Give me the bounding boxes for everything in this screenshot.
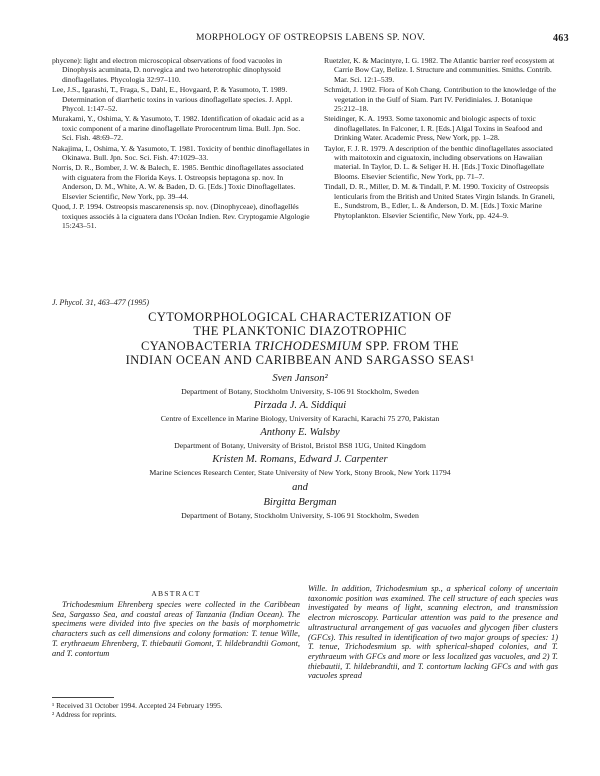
footnote-divider xyxy=(52,697,114,698)
genus-name: TRICHODESMIUM xyxy=(254,338,362,353)
author-name: Kristen M. Romans, Edward J. Carpenter xyxy=(212,454,388,465)
reference-entry: Murakami, Y., Oshima, Y. & Yasumoto, T. 1982. Identification of okadaic acid as a toxic component of a marine dinoflagellate Prorocentrum lima. Bull. Jpn. Soc. Sci. Fish. 48:69–72. xyxy=(52,114,304,143)
author-block xyxy=(40,372,560,523)
title-line: INDIAN OCEAN AND CARIBBEAN AND SARGASSO SEAS¹ xyxy=(125,353,475,368)
author-affiliation: Department of Botany, Stockholm University, S-106 91 Stockholm, Sweden xyxy=(181,511,419,520)
page-number: 463 xyxy=(553,33,569,44)
title-line: THE PLANKTONIC DIAZOTROPHIC xyxy=(193,324,407,339)
reference-entry: Ruetzler, K. & Macintyre, I. G. 1982. The Atlantic barrier reef ecosystem at Carrie Bow Cay, Belize. I. Structure and communities. Smiths. Contrib. Mar. Sci. 12:1–539. xyxy=(324,56,555,84)
reference-entry: Quod, J. P. 1994. Ostreopsis mascarenensis sp. nov. (Dinophyceae), dinoflagellés toxiques associés à la ciguatera dans l'Océan Indien. Rev. Cryptogamie Algologie 15:243–51. xyxy=(52,202,310,230)
author-name: Birgitta Bergman xyxy=(263,497,337,508)
running-head-title: MORPHOLOGY OF OSTREOPSIS LABENS SP. NOV. xyxy=(196,33,426,43)
title-line: CYANOBACTERIA TRICHODESMIUM SPP. FROM THE xyxy=(141,338,459,353)
journal-citation: J. Phycol. 31, 463–477 (1995) xyxy=(52,298,150,307)
footnote: ² Address for reprints. xyxy=(52,710,117,719)
running-head xyxy=(0,33,600,45)
author-affiliation: Department of Botany, Stockholm University, S-106 91 Stockholm, Sweden xyxy=(181,387,419,396)
references-left-column xyxy=(52,56,312,231)
author-conjunction: and xyxy=(292,482,308,493)
author-name: Pirzada J. A. Siddiqui xyxy=(253,400,347,411)
reference-entry: Lee, J.S., Igarashi, T., Fraga, S., Dahl, E., Hovgaard, P. & Yasumoto, T. 1989. Determination of diarrhetic toxins in various dinoflagellate species. J. Appl. Phycol. 1:147–52. xyxy=(52,85,293,114)
reference-entry: Schmidt, J. 1902. Flora of Koh Chang. Contribution to the knowledge of the vegetation in the Gulf of Siam. Part IV. Peridiniales. J. Botanique 25:212–18. xyxy=(324,85,557,114)
author-name: Anthony E. Walsby xyxy=(260,427,340,438)
reference-entry: Tindall, D. R., Miller, D. M. & Tindall, P. M. 1990. Toxicity of Ostreopsis lenticularis from the British and United States Virgin Islands. In Graneli, E., Sundstrom, B., Edler, L. & Anderson, D. M. [Eds.] Toxic Marine Phytoplankton. Elsevier Scientific, New York, pp. 424–9. xyxy=(324,182,555,220)
reference-entry: Steidinger, K. A. 1993. Some taxonomic and biologic aspects of toxic dinoflagellates. In Falconer, I. R. [Eds.] Algal Toxins in Seafood and Drinking Water. Academic Press, New York, pp. 1–28. xyxy=(324,114,543,143)
title-line: CYTOMORPHOLOGICAL CHARACTERIZATION OF xyxy=(148,310,452,324)
abstract-heading: ABSTRACT xyxy=(151,589,201,598)
author-affiliation: Centre of Excellence in Marine Biology, University of Karachi, Karachi 75 270, Pakistan xyxy=(160,414,440,423)
abstract-text-right: Wille. In addition, Trichodesmium sp., a spherical colony of uncertain taxonomic position was examined. The cell structure of each species was investigated by means of light, scanning electron, and transmission electron microscopy. Particular attention was paid to the presence and ultrastructural arrangement of gas vacuoles and glycogen fiber clusters (GFCs). This resulted in identification of two major groups of species: 1) T. tenue, Trichodesmium sp. with spherical-shaped colonies, and T. erythraeum with GFCs and more or less localized gas vacuoles, and 2) T. thiebautii, T. hildebrandtii, and T. contortum lacking GFCs and with gas vacuoles spread xyxy=(308,584,558,681)
author-name: Sven Janson² xyxy=(272,373,328,384)
author-affiliation: Marine Sciences Research Center, State University of New York, Stony Brook, New York 11794 xyxy=(149,468,451,477)
reference-entry: Norris, D. R., Bomber, J. W. & Balech, E. 1985. Benthic dinoflagellates associated with ciguatera from the Florida Keys. I. Ostreopsis heptagona sp. nov. In Anderson, D. M., White, A. W. & Baden, D. G. [Eds.] Toxic Dinoflagellates. Elsevier Scientific, New York, pp. 39–44. xyxy=(52,163,304,201)
author-affiliation: Department of Botany, University of Bristol, Bristol BS8 1UG, United Kingdom xyxy=(174,441,426,450)
footnotes xyxy=(52,701,302,719)
article-title xyxy=(40,310,560,368)
reference-entry: phycene): light and electron microscopical observations of food vacuoles in Dinophysis acuminata, D. norvegica and two heterotrophic dinophysoid dinoflagellates. Phycologia 32:97–110. xyxy=(52,56,283,84)
reference-entry: Taylor, F. J. R. 1979. A description of the benthic dinoflagellates associated with maitotoxin and ciguatoxin, including observations on Hawaiian material. In Taylor, D. L. & Seliger H. H. [Eds.] Toxic Dinoflagellate Blooms. Elsevier Scientific, New York, pp. 71–7. xyxy=(324,143,553,181)
footnote: ¹ Received 31 October 1994. Accepted 24 February 1995. xyxy=(52,701,223,710)
reference-entry: Nakajima, I., Oshima, Y. & Yasumoto, T. 1981. Toxicity of benthic dinoflagellates in Okinawa. Bull. Jpn. Soc. Sci. Fish. 47:1029–33. xyxy=(52,143,310,163)
references-right-column xyxy=(324,56,556,221)
abstract-text-left: Trichodesmium Ehrenberg species were collected in the Caribbean Sea, Sargasso Sea, and coastal areas of Tanzania (Indian Ocean). The specimens were divided into five species on the basis of morphometric characters such as cell dimensions and colony formation: T. tenue Wille, T. erythraeum Ehrenberg, T. thiebautii Gomont, T. hildebrandtii Gomont, and T. contortum xyxy=(52,600,300,658)
